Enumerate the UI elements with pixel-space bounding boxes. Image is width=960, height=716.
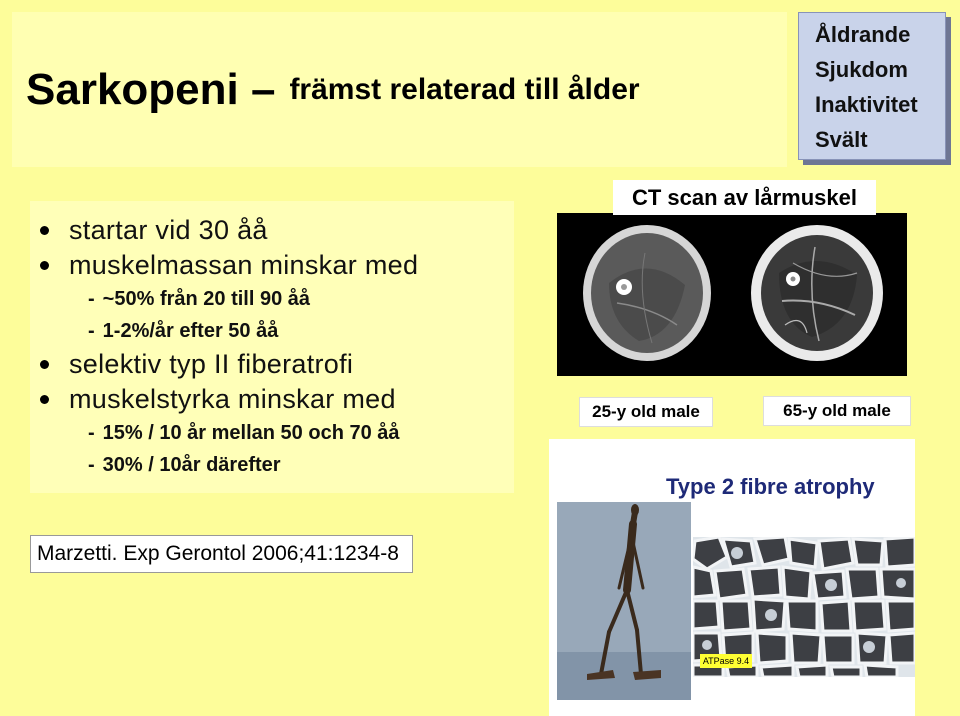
sub-bullet-item: - 30% / 10år därefter xyxy=(88,453,281,476)
fibre-title: Type 2 fibre atrophy xyxy=(666,474,875,499)
bullet-item xyxy=(40,382,514,417)
bullet-dot-icon xyxy=(40,226,49,235)
bullet-text: muskelmassan minskar med xyxy=(69,250,419,280)
sub-bullet-item: - 1-2%/år efter 50 åå xyxy=(88,319,279,342)
ct-scan-label: CT scan av lårmuskel xyxy=(613,180,876,215)
bullet-dot-icon xyxy=(40,395,49,404)
cause-item: Svält xyxy=(815,127,868,152)
cause-item: Åldrande xyxy=(815,22,911,47)
ct-scan-graphic xyxy=(557,213,907,376)
causes-box xyxy=(798,12,946,160)
bullet-dot-icon xyxy=(40,261,49,270)
sculpture-graphic xyxy=(557,502,691,700)
ct-scan-image xyxy=(557,213,907,376)
cause-item: Sjukdom xyxy=(815,57,908,82)
sub-bullet-text: 1-2%/år efter 50 åå xyxy=(102,319,279,342)
sub-bullet-text: ~50% från 20 till 90 åå xyxy=(102,287,311,310)
title-sub: främst relaterad till ålder xyxy=(289,72,640,106)
bullet-text: muskelstyrka minskar med xyxy=(69,384,396,414)
bullet-item xyxy=(40,248,514,283)
bullet-item xyxy=(40,347,514,382)
walking-man-sculpture-photo xyxy=(557,502,691,700)
bullet-dot-icon xyxy=(40,360,49,369)
title-main: Sarkopeni – xyxy=(26,64,276,114)
reference-citation: Marzetti. Exp Gerontol 2006;41:1234-8 xyxy=(30,535,413,573)
young-thigh-cross-section xyxy=(583,225,711,361)
bullet-item xyxy=(40,213,514,248)
sub-bullet-item: - ~50% från 20 till 90 åå xyxy=(88,287,311,310)
bullet-list xyxy=(30,201,514,493)
bullet-text: startar vid 30 åå xyxy=(69,215,268,245)
old-thigh-cross-section xyxy=(751,225,883,361)
slide-title xyxy=(12,12,787,167)
sub-bullet-text: 15% / 10 år mellan 50 och 70 åå xyxy=(102,421,400,444)
cause-item: Inaktivitet xyxy=(815,92,918,117)
bullet-text: selektiv typ II fiberatrofi xyxy=(69,349,354,379)
sub-bullet-item: - 15% / 10 år mellan 50 och 70 åå xyxy=(88,421,400,444)
sub-bullet-text: 30% / 10år därefter xyxy=(102,453,281,476)
old-age-label: 65-y old male xyxy=(763,396,911,426)
stain-label: ATPase 9.4 xyxy=(700,654,752,668)
young-age-label: 25-y old male xyxy=(579,397,713,427)
